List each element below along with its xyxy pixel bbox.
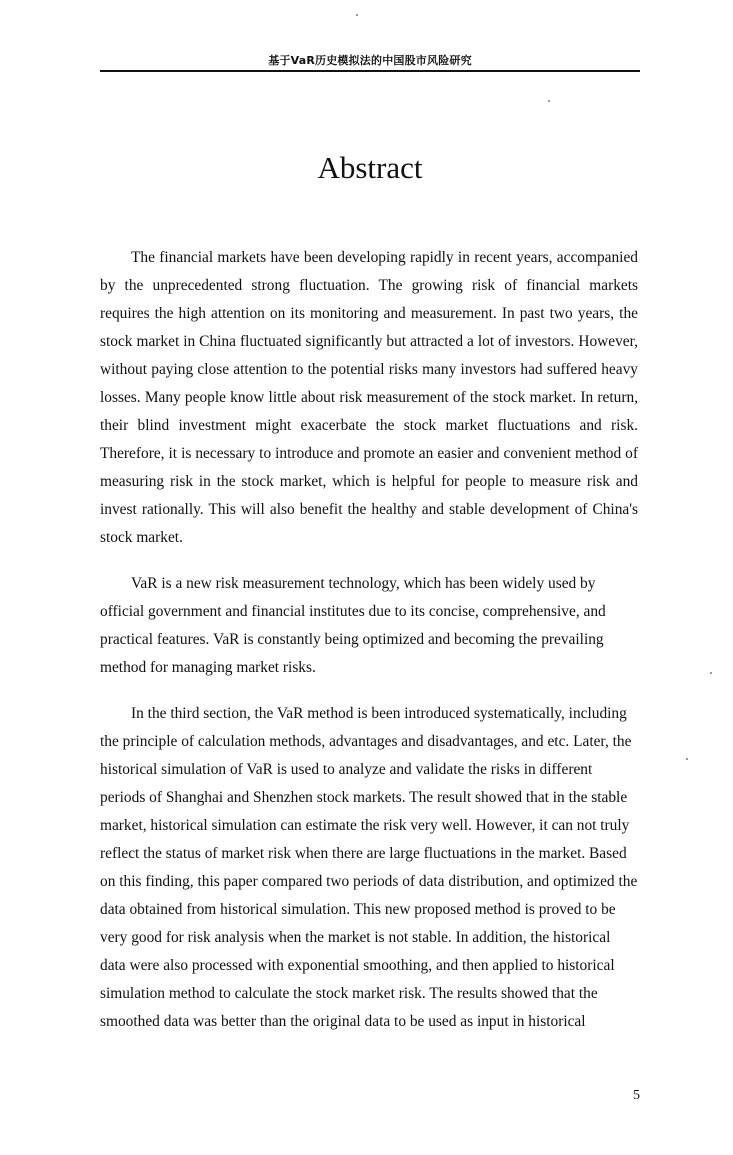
abstract-title: Abstract	[317, 150, 423, 185]
paragraph-2: VaR is a new risk measurement technology, which has been widely used by official government and financial institutes due to its concise, comprehensive, and practical features. VaR is constantly being optimized and becoming the prevailing method for managing market risks.	[100, 575, 606, 676]
running-header: 基于VaR历史模拟法的中国股市风险研究	[268, 54, 472, 67]
paragraph-1: The financial markets have been developing rapidly in recent years, accompanied by the unprecedented strong fluctuation. The growing risk of financial markets requires the high attention on its monitoring and measurement. In past two years, the stock market in China fluctuated significantly but attracted a lot of investors. However, without paying close attention to the potential risks many investors had suffered heavy losses. Many people know little about risk measurement of the stock market. In return, their blind investment might exacerbate the stock market fluctuations and risk. Therefore, it is necessary to introduce and promote an easier and convenient method of measuring risk in the stock market, which is helpful for people to measure risk and invest rationally. This will also benefit the healthy and stable development of China's stock market.	[100, 249, 638, 546]
scan-speck	[686, 758, 688, 760]
header-rule	[100, 70, 640, 72]
scan-speck	[548, 100, 550, 102]
abstract-body	[100, 244, 638, 1036]
page-number: 5	[633, 1088, 640, 1103]
scan-speck	[356, 14, 358, 16]
scan-speck	[710, 672, 712, 674]
paragraph-3: In the third section, the VaR method is been introduced systematically, including the principle of calculation methods, advantages and disadvantages, and etc. Later, the historical simulation of VaR is used to analyze and validate the risks in different periods of Shanghai and Shenzhen stock markets. The result showed that in the stable market, historical simulation can estimate the risk very well. However, it can not truly reflect the status of market risk when there are large fluctuations in the market. Based on this finding, this paper compared two periods of data distribution, and optimized the data obtained from historical simulation. This new proposed method is proved to be very good for risk analysis when the market is not stable. In addition, the historical data were also processed with exponential smoothing, and then applied to historical simulation method to calculate the stock market risk. The results showed that the smoothed data was better than the original data to be used as input in historical	[100, 705, 638, 1030]
